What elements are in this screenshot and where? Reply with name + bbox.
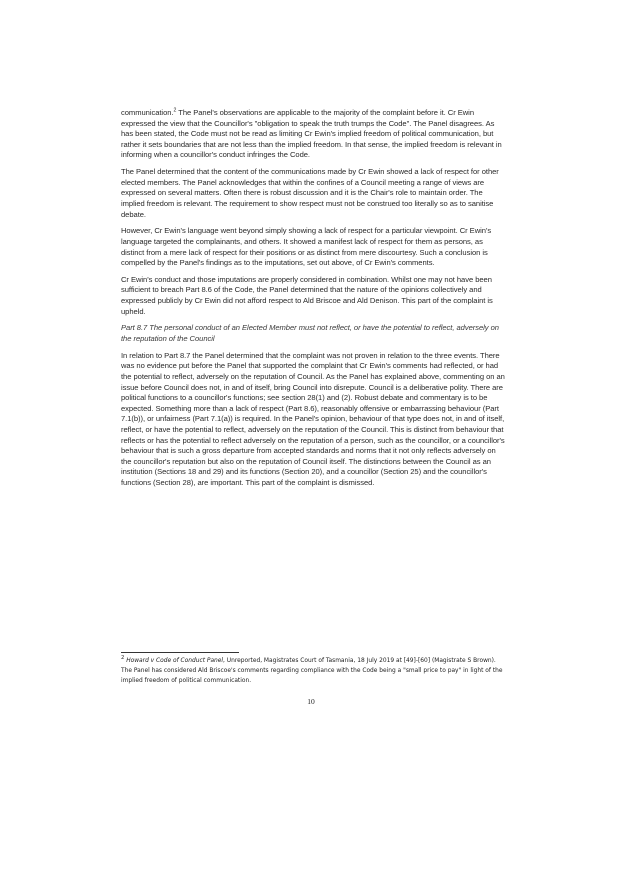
page-number: 10 [307, 697, 315, 706]
paragraph-3: However, Cr Ewin's language went beyond simply showing a lack of respect for a particular viewpoint. Cr Ewin's language targeted the complainants, and others. It showed a manifest lack of respect for them as persons, as distinct from a mere lack of respect for their positions or as distinct from mere discourtesy. Such a conclusion is compelled by the Panel's findings as to the imputations, set out above, of Cr Ewin's comments. [121, 226, 492, 268]
paragraph-1-lead: communication. [121, 108, 174, 117]
paragraph-2: The Panel determined that the content of the communications made by Cr Ewin showed a lack of respect for other elected members. The Panel acknowledges that within the confines of a Council meeting a range of views are expressed on several matters. Often there is robust discussion and it is the Chair's role to maintain order. The implied freedom is relevant. The requirement to show respect must not be construed too literally so as to sanitise debate. [121, 167, 499, 219]
footnote-case-name: Howard v Code of Conduct Panel [126, 658, 224, 664]
paragraph-1 [121, 108, 505, 161]
footnote-text: , Unreported, Magistrates Court of Tasmania, 18 July 2019 at [49]-[60] (Magistrate S Brown). The Panel has considered Ald Briscoe's comments regarding compliance with the Code being a "small price to pay" in light of the implied freedom of political communication. [121, 658, 503, 685]
section-heading-part-8-7: Part 8.7 The personal conduct of an Elected Member must not reflect, or have the potential to reflect, adversely on the reputation of the Council [121, 323, 499, 344]
paragraph-1-body: The Panel's observations are applicable to the majority of the complaint before it. Cr Ewin expressed the view that the Councillor's "obligation to speak the truth trumps the Code". The Panel disagrees. As has been stated, the Code must not be read as limiting Cr Ewin's implied freedom of political communication, but rather it sets boundaries that are not less than the implied freedom. In that sense, the implied freedom is relevant in informing when a councillor's conduct infringes the Code. [121, 108, 502, 160]
paragraph-5: In relation to Part 8.7 the Panel determined that the complaint was not proven in relation to the three events. There was no evidence put before the Panel that supported the complaint that Cr Ewin's comments had reflected, or had the potential to reflect, adversely on the reputation of Council. As the Panel has explained above, commenting on an issue before Council does not, in and of itself, bring Council into disrepute. Council is a deliberative polity. There are political functions to a councillor's functions; see section 28(1) and (2). Robust debate and commentary is to be expected. Something more than a lack of respect (Part 8.6), reasonably offensive or embarrassing behaviour (Part 7.1(b)), or unfairness (Part 7.1(a)) is required. In the Panel's opinion, behaviour of that type does not, in and of itself, reflect, or have the potential to reflect, adversely on the reputation of the Council. This is distinct from behaviour that reflects or has the potential to reflect adversely on the reputation of a person, such as the councillor, or a councillor's behaviour that is such a gross departure from accepted standards and norms that it not only reflects adversely on the councillor's reputation but also on the reputation of Council itself. The distinctions between the Council as an institution (Sections 18 and 29) and its functions (Section 20), and a councillor (Section 25) and the councillor's functions (Section 28), are important. This part of the complaint is dismissed. [121, 350, 505, 487]
paragraph-4: Cr Ewin's conduct and those imputations are properly considered in combination. Whilst one may not have been sufficient to breach Part 8.6 of the Code, the Panel determined that the nature of the opinions collectively and expressed publicly by Cr Ewin did not afford respect to Ald Briscoe and Ald Denison. This part of the complaint is upheld. [121, 274, 493, 316]
footnote-divider [121, 652, 239, 653]
footnote [121, 656, 507, 687]
footnote-marker: 2 [121, 655, 125, 662]
footnote-reference: 2 [173, 107, 177, 114]
body-text [121, 108, 505, 495]
